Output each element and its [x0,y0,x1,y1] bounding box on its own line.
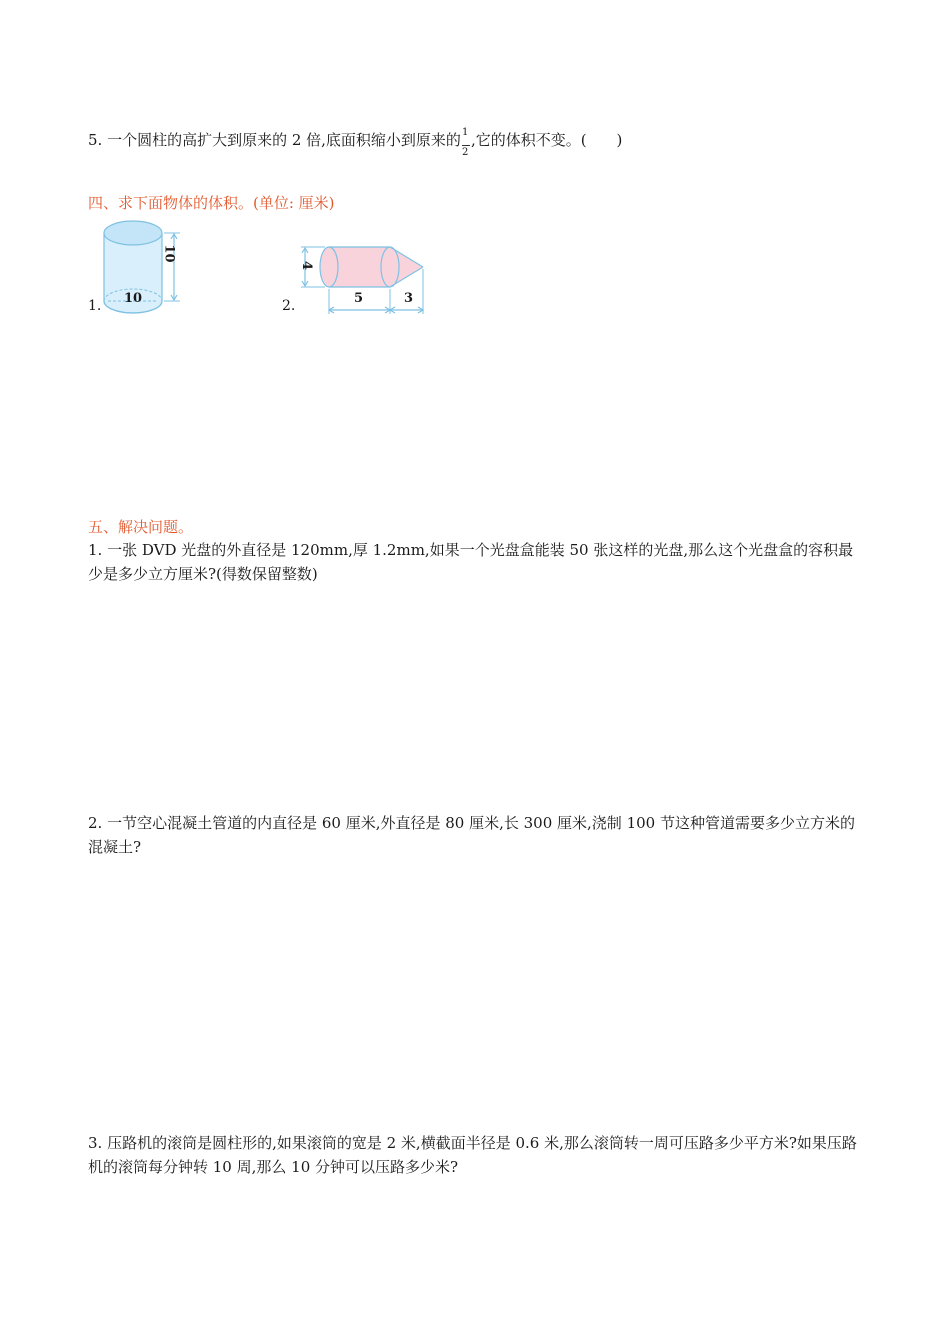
section-4-title: 四、求下面物体的体积。(单位: 厘米) [88,194,335,212]
figure-1-height-label: 10 [161,244,177,263]
problem-1: 1. 一张 DVD 光盘的外直径是 120mm,厚 1.2mm,如果一个光盘盒能装 50 张这样的光盘,那么这个光盘盒的容积最少是多少立方厘米?(得数保留整数) [88,541,854,583]
question-5-tail: ,它的体积不变。( ) [470,131,623,149]
problem-3: 3. 压路机的滚筒是圆柱形的,如果滚筒的宽是 2 米,横截面半径是 0.6 米,那么滚筒转一周可压路多少平方米?如果压路机的滚筒每分钟转 10 周,那么 10 分钟可以压路多少米? [88,1134,857,1176]
figure-2-label: 2. [282,298,296,314]
figure-2-diameter-label: 4 [299,260,315,271]
problem-2: 2. 一节空心混凝土管道的内直径是 60 厘米,外直径是 80 厘米,长 300 厘米,浇制 100 节这种管道需要多少立方米的混凝土? [88,814,855,856]
question-5-text: 5. 一个圆柱的高扩大到原来的 2 倍,底面积缩小到原来的 [88,131,461,149]
figure-1-cylinder [100,218,190,318]
figure-2-cylinder-cone [295,240,435,320]
question-5: 5. 一个圆柱的高扩大到原来的 2 倍,底面积缩小到原来的 $\frac{1}{2}$ ,它的体积不变。( ) [88,127,623,158]
section-5-title: 五、解决问题。 [88,518,194,536]
figure-1-diameter-label: 10 [124,291,143,306]
figure-2-cylinder-length-label: 5 [354,291,364,306]
figure-1-label: 1. [88,298,102,314]
figure-2-cone-length-label: 3 [404,291,414,306]
